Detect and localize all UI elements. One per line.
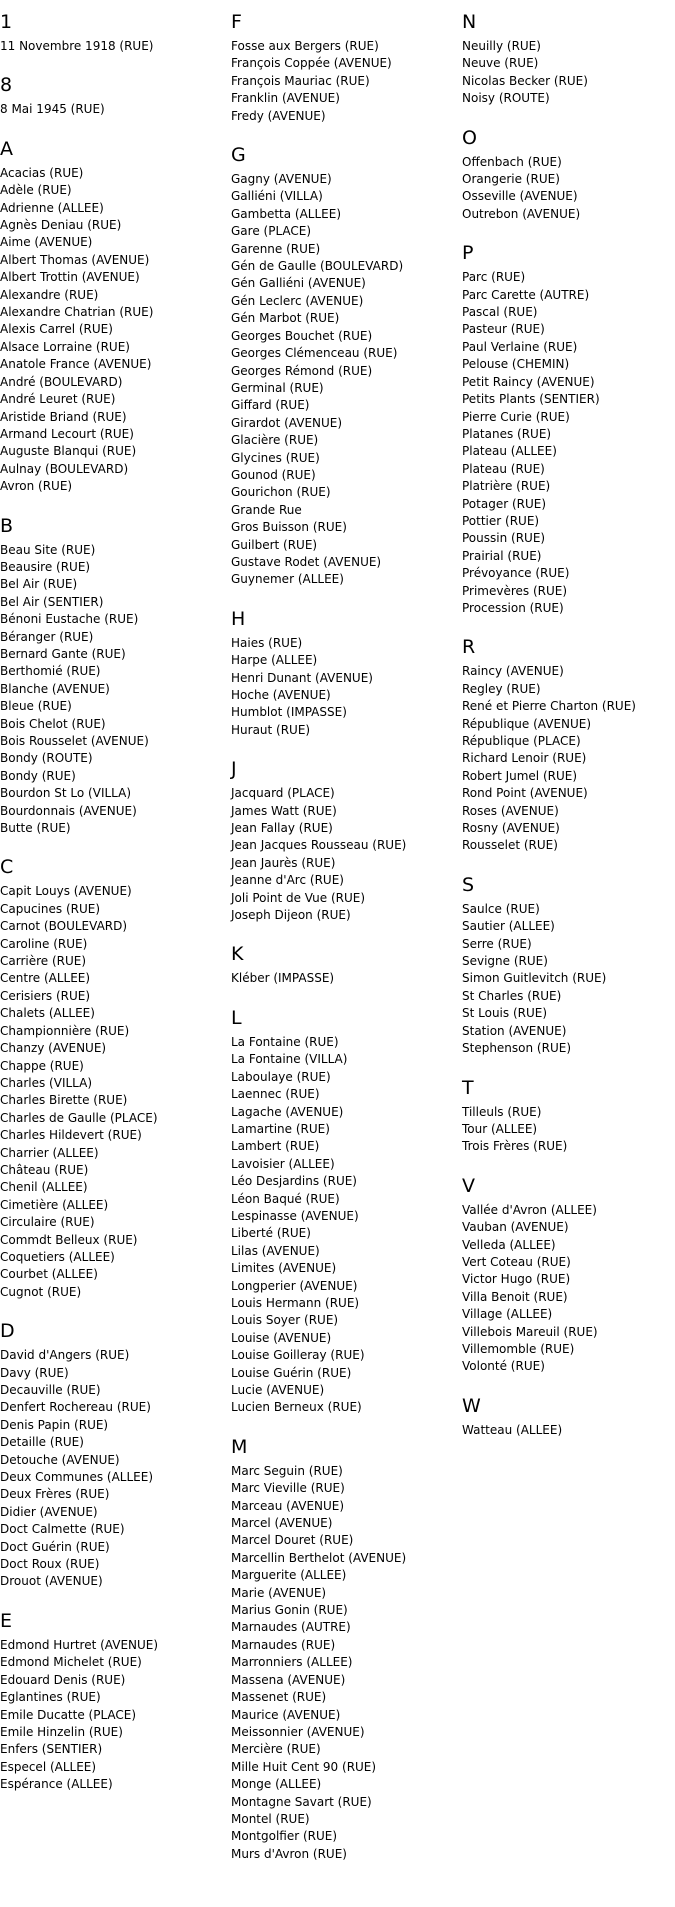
street-link[interactable]: Marie (AVENUE) xyxy=(231,1585,327,1600)
street-link[interactable]: Denis Papin (RUE) xyxy=(0,1417,109,1432)
street-link[interactable]: Prairial (RUE) xyxy=(462,548,542,563)
street-link[interactable]: Beausire (RUE) xyxy=(0,559,91,574)
street-link[interactable]: Rond Point (AVENUE) xyxy=(462,786,588,801)
letter-heading: V xyxy=(462,1174,475,1197)
street-link[interactable]: Circulaire (RUE) xyxy=(0,1215,95,1230)
street-link[interactable]: Lespinasse (AVENUE) xyxy=(231,1208,359,1223)
street-link[interactable]: 11 Novembre 1918 (RUE) xyxy=(0,39,154,53)
street-link[interactable]: Platanes (RUE) xyxy=(462,426,552,441)
street-link[interactable]: Joseph Dijeon (RUE) xyxy=(231,908,351,923)
street-link[interactable]: Emile Hinzelin (RUE) xyxy=(0,1724,123,1739)
street-link[interactable]: Deux Frères (RUE) xyxy=(0,1487,110,1502)
street-link[interactable]: Rosny (AVENUE) xyxy=(462,821,560,836)
street-link[interactable]: Alsace Lorraine (RUE) xyxy=(0,339,130,354)
letter-group xyxy=(231,143,456,589)
street-link[interactable]: Detouche (AVENUE) xyxy=(0,1452,120,1467)
street-link[interactable]: Charrier (ALLEE) xyxy=(0,1145,99,1160)
street-link[interactable]: Marius Gonin (RUE) xyxy=(231,1603,348,1618)
street-link[interactable]: Championnière (RUE) xyxy=(0,1023,130,1038)
letter-heading: E xyxy=(0,1609,13,1632)
letter-group xyxy=(0,855,225,1301)
street-link[interactable]: Petit Raincy (AVENUE) xyxy=(462,374,595,389)
letter-heading: D xyxy=(0,1320,15,1343)
street-link[interactable]: Cerisiers (RUE) xyxy=(0,988,91,1003)
street-link[interactable]: Pierre Curie (RUE) xyxy=(462,409,570,424)
street-link[interactable]: Bondy (RUE) xyxy=(0,768,76,783)
letter-heading: 8 xyxy=(0,74,13,97)
street-link[interactable]: Gambetta (ALLEE) xyxy=(231,206,342,221)
street-link[interactable]: Massena (AVENUE) xyxy=(231,1672,346,1687)
street-link[interactable]: Denfert Rochereau (RUE) xyxy=(0,1400,151,1415)
street-link[interactable]: Germinal (RUE) xyxy=(231,380,324,395)
street-link[interactable]: Massenet (RUE) xyxy=(231,1690,327,1705)
street-link[interactable]: Meissonnier (AVENUE) xyxy=(231,1724,365,1739)
street-link[interactable]: Espérance (ALLEE) xyxy=(0,1777,113,1792)
letter-group xyxy=(231,1006,456,1417)
street-link[interactable]: Doct Calmette (RUE) xyxy=(0,1522,125,1537)
letter-group xyxy=(231,1435,456,1863)
street-link[interactable]: Louise Guérin (RUE) xyxy=(231,1365,352,1380)
street-link[interactable]: André (BOULEVARD) xyxy=(0,374,123,389)
street-link[interactable]: Bernard Gante (RUE) xyxy=(0,646,126,661)
street-link[interactable]: Eglantines (RUE) xyxy=(0,1690,101,1705)
street-link[interactable]: Pascal (RUE) xyxy=(462,305,538,320)
letter-heading: 1 xyxy=(0,11,13,33)
street-link[interactable]: Osseville (AVENUE) xyxy=(462,189,578,204)
street-link[interactable]: Bénoni Eustache (RUE) xyxy=(0,612,139,627)
street-link[interactable]: Limites (AVENUE) xyxy=(231,1261,337,1276)
street-link[interactable]: Neuilly (RUE) xyxy=(462,39,541,53)
street-link[interactable]: Bel Air (SENTIER) xyxy=(0,594,104,609)
street-link[interactable]: Marnaudes (RUE) xyxy=(231,1637,336,1652)
street-link[interactable]: Charles Hildevert (RUE) xyxy=(0,1128,142,1143)
street-link[interactable]: Enfers (SENTIER) xyxy=(0,1742,103,1757)
street-link[interactable]: Serre (RUE) xyxy=(462,936,532,951)
street-link[interactable]: Louis Hermann (RUE) xyxy=(231,1295,360,1310)
street-link[interactable]: Station (AVENUE) xyxy=(462,1023,567,1038)
street-link[interactable]: Edmond Michelet (RUE) xyxy=(0,1655,142,1670)
letter-group xyxy=(462,635,675,854)
street-link[interactable]: Galliéni (VILLA) xyxy=(231,189,323,204)
street-link[interactable]: Bleue (RUE) xyxy=(0,699,72,714)
street-link[interactable]: Kléber (IMPASSE) xyxy=(231,971,335,986)
letter-heading: W xyxy=(462,1394,481,1417)
street-link[interactable]: Offenbach (RUE) xyxy=(462,154,562,169)
street-link[interactable]: Jeanne d'Arc (RUE) xyxy=(231,873,344,888)
street-link[interactable]: 8 Mai 1945 (RUE) xyxy=(0,102,105,117)
street-link[interactable]: James Watt (RUE) xyxy=(231,803,337,818)
street-link[interactable]: Hoche (AVENUE) xyxy=(231,688,331,702)
street-link[interactable]: Chappe (RUE) xyxy=(0,1058,84,1073)
street-link[interactable]: Louise Goilleray (RUE) xyxy=(231,1348,365,1363)
street-link[interactable]: Grande Rue xyxy=(231,502,302,517)
street-link[interactable]: Procession (RUE) xyxy=(462,600,564,615)
street-link[interactable]: Girardot (AVENUE) xyxy=(231,415,343,430)
street-link[interactable]: Parc Carette (AUTRE) xyxy=(462,287,590,302)
street-link[interactable]: Anatole France (AVENUE) xyxy=(0,357,152,372)
street-link[interactable]: Aulnay (BOULEVARD) xyxy=(0,461,129,476)
street-link[interactable]: Mille Huit Cent 90 (RUE) xyxy=(231,1759,377,1774)
street-link[interactable]: Carrière (RUE) xyxy=(0,954,87,969)
street-link[interactable]: Georges Rémond (RUE) xyxy=(231,363,373,378)
street-link[interactable]: Decauville (RUE) xyxy=(0,1383,101,1397)
letter-heading: B xyxy=(0,514,14,537)
street-link[interactable]: Roses (AVENUE) xyxy=(462,803,559,818)
street-link[interactable]: Chalets (ALLEE) xyxy=(0,1006,95,1021)
street-link[interactable]: Chenil (ALLEE) xyxy=(0,1180,88,1195)
street-link[interactable]: Pasteur (RUE) xyxy=(462,322,545,337)
letter-group xyxy=(462,1394,675,1439)
street-link[interactable]: Maurice (AVENUE) xyxy=(231,1707,341,1722)
street-link[interactable]: Didier (AVENUE) xyxy=(0,1504,98,1519)
street-link[interactable]: Guilbert (RUE) xyxy=(231,537,318,552)
street-link[interactable]: Coquetiers (ALLEE) xyxy=(0,1249,115,1264)
street-link[interactable]: Edmond Hurtret (AVENUE) xyxy=(0,1637,159,1652)
street-link[interactable]: Adrienne (ALLEE) xyxy=(0,200,104,215)
street-link[interactable]: Marc Vieville (RUE) xyxy=(231,1481,345,1496)
letter-group xyxy=(462,126,675,224)
street-link[interactable]: Jean Jacques Rousseau (RUE) xyxy=(231,838,407,853)
street-link[interactable]: Jean Fallay (RUE) xyxy=(231,821,333,836)
street-link[interactable]: Georges Clémenceau (RUE) xyxy=(231,346,398,361)
street-link[interactable]: Lilas (AVENUE) xyxy=(231,1243,320,1258)
street-link[interactable]: Carnot (BOULEVARD) xyxy=(0,919,128,934)
street-link[interactable]: René et Pierre Charton (RUE) xyxy=(462,699,636,714)
street-link[interactable]: Caroline (RUE) xyxy=(0,936,88,951)
street-link[interactable]: Georges Bouchet (RUE) xyxy=(231,328,373,343)
street-link[interactable]: Davy (RUE) xyxy=(0,1365,69,1380)
street-link[interactable]: Detaille (RUE) xyxy=(0,1435,84,1450)
street-link[interactable]: Berthomié (RUE) xyxy=(0,664,101,679)
street-link[interactable]: Prévoyance (RUE) xyxy=(462,566,570,581)
street-link[interactable]: Victor Hugo (RUE) xyxy=(462,1272,571,1287)
street-link[interactable]: Montagne Savart (RUE) xyxy=(231,1794,372,1809)
street-link[interactable]: Stephenson (RUE) xyxy=(462,1041,571,1056)
street-link[interactable]: Pelouse (CHEMIN) xyxy=(462,357,570,372)
street-link[interactable]: Commdt Belleux (RUE) xyxy=(0,1232,138,1247)
letter-group xyxy=(0,1319,225,1591)
street-link[interactable]: Louise (AVENUE) xyxy=(231,1330,332,1345)
street-link[interactable]: Cugnot (RUE) xyxy=(0,1284,82,1299)
street-link[interactable]: François Mauriac (RUE) xyxy=(231,73,370,88)
street-link[interactable]: Henri Dunant (AVENUE) xyxy=(231,670,373,685)
street-link[interactable]: Monge (ALLEE) xyxy=(231,1777,322,1792)
letter-heading: J xyxy=(231,758,237,781)
street-link[interactable]: Regley (RUE) xyxy=(462,681,541,696)
letter-group xyxy=(231,942,456,987)
street-link[interactable]: Jean Jaurès (RUE) xyxy=(231,855,336,870)
letter-heading: H xyxy=(231,607,246,630)
street-link[interactable]: Jacquard (PLACE) xyxy=(231,786,335,801)
street-link[interactable]: Doct Guérin (RUE) xyxy=(0,1539,110,1554)
street-link[interactable]: Gare (PLACE) xyxy=(231,224,312,239)
street-link[interactable]: Aristide Briand (RUE) xyxy=(0,409,127,424)
street-link[interactable]: Raincy (AVENUE) xyxy=(462,664,564,679)
street-column-2 xyxy=(231,0,456,1863)
street-link[interactable]: Mercière (RUE) xyxy=(231,1742,321,1757)
street-link[interactable]: Bourdonnais (AVENUE) xyxy=(0,803,137,818)
street-link[interactable]: Lamartine (RUE) xyxy=(231,1121,330,1136)
street-link[interactable]: Edouard Denis (RUE) xyxy=(0,1672,126,1687)
street-link[interactable]: Charles de Gaulle (PLACE) xyxy=(0,1110,158,1125)
street-link[interactable]: Fosse aux Bergers (RUE) xyxy=(231,39,379,53)
street-link[interactable]: Rousselet (RUE) xyxy=(462,838,558,853)
letter-group xyxy=(0,1609,225,1794)
street-link[interactable]: Plateau (RUE) xyxy=(462,461,545,476)
letter-group xyxy=(462,1174,675,1376)
street-link[interactable]: Gros Buisson (RUE) xyxy=(231,520,347,535)
street-link[interactable]: Marceau (AVENUE) xyxy=(231,1498,345,1513)
street-link[interactable]: Vert Coteau (RUE) xyxy=(462,1254,571,1269)
street-link[interactable]: Capucines (RUE) xyxy=(0,901,101,916)
street-link[interactable]: Acacias (RUE) xyxy=(0,165,84,180)
street-link[interactable]: Bois Chelot (RUE) xyxy=(0,716,106,731)
street-link[interactable]: François Coppée (AVENUE) xyxy=(231,56,392,71)
street-link[interactable]: Marnaudes (AUTRE) xyxy=(231,1620,351,1635)
street-column-1 xyxy=(0,0,225,1794)
street-link[interactable]: Bondy (ROUTE) xyxy=(0,751,93,766)
street-link[interactable]: Butte (RUE) xyxy=(0,821,71,836)
letter-group xyxy=(231,10,456,125)
street-link[interactable]: Plateau (ALLEE) xyxy=(462,444,557,459)
street-link[interactable]: Villemomble (RUE) xyxy=(462,1341,575,1356)
street-link[interactable]: Deux Communes (ALLEE) xyxy=(0,1470,154,1485)
street-link[interactable]: Cimetière (ALLEE) xyxy=(0,1197,109,1212)
street-link[interactable]: Château (RUE) xyxy=(0,1162,89,1177)
street-link[interactable]: Village (ALLEE) xyxy=(462,1307,553,1322)
street-link[interactable]: André Leuret (RUE) xyxy=(0,392,116,407)
street-link[interactable]: Charles Birette (RUE) xyxy=(0,1093,128,1108)
letter-group xyxy=(231,607,456,739)
street-link[interactable]: Gén Marbot (RUE) xyxy=(231,311,340,326)
letter-heading: F xyxy=(231,11,242,33)
street-link[interactable]: Albert Trottin (AVENUE) xyxy=(0,270,140,285)
street-link[interactable]: Velleda (ALLEE) xyxy=(462,1237,556,1252)
street-link[interactable]: Lagache (AVENUE) xyxy=(231,1104,344,1119)
street-link[interactable]: Orangerie (RUE) xyxy=(462,172,560,187)
street-link[interactable]: Giffard (RUE) xyxy=(231,398,310,413)
street-link[interactable]: Marcel (AVENUE) xyxy=(231,1516,333,1531)
street-link[interactable]: Noisy (ROUTE) xyxy=(462,91,550,106)
street-link[interactable]: Montel (RUE) xyxy=(231,1811,310,1826)
street-link[interactable]: Armand Lecourt (RUE) xyxy=(0,426,134,441)
street-link[interactable]: Adèle (RUE) xyxy=(0,183,72,198)
street-link[interactable]: Trois Frères (RUE) xyxy=(462,1139,568,1154)
street-link[interactable]: Sautier (ALLEE) xyxy=(462,919,555,934)
street-link[interactable]: Pottier (RUE) xyxy=(462,513,540,528)
street-link[interactable]: David d'Angers (RUE) xyxy=(0,1348,130,1363)
street-link[interactable]: Courbet (ALLEE) xyxy=(0,1267,98,1282)
street-link[interactable]: Marcellin Berthelot (AVENUE) xyxy=(231,1550,407,1565)
street-link[interactable]: Marronniers (ALLEE) xyxy=(231,1655,353,1670)
street-link[interactable]: Gustave Rodet (AVENUE) xyxy=(231,554,382,569)
letter-group xyxy=(0,514,225,838)
street-link[interactable]: République (AVENUE) xyxy=(462,716,592,731)
street-link[interactable]: Gagny (AVENUE) xyxy=(231,172,332,187)
street-link[interactable]: Sevigne (RUE) xyxy=(462,954,548,969)
street-link[interactable]: Gén de Gaulle (BOULEVARD) xyxy=(231,259,404,274)
street-link[interactable]: Robert Jumel (RUE) xyxy=(462,768,578,783)
letter-heading: S xyxy=(462,873,475,896)
street-link[interactable]: Outrebon (AVENUE) xyxy=(462,206,581,221)
letter-group xyxy=(0,137,225,496)
street-link[interactable]: Marcel Douret (RUE) xyxy=(231,1533,354,1548)
street-link[interactable]: Marc Seguin (RUE) xyxy=(231,1463,343,1478)
street-link[interactable]: Albert Thomas (AVENUE) xyxy=(0,252,150,267)
street-link[interactable]: Volonté (RUE) xyxy=(462,1359,545,1374)
letter-group xyxy=(462,1076,675,1156)
street-column-3 xyxy=(462,0,675,1439)
street-link[interactable]: Laennec (RUE) xyxy=(231,1087,320,1102)
street-link[interactable]: Richard Lenoir (RUE) xyxy=(462,751,587,766)
street-link[interactable]: St Louis (RUE) xyxy=(462,1006,548,1021)
letter-group xyxy=(462,873,675,1058)
street-link[interactable]: La Fontaine (RUE) xyxy=(231,1034,339,1049)
street-link[interactable]: Chanzy (AVENUE) xyxy=(0,1041,107,1056)
street-link[interactable]: Nicolas Becker (RUE) xyxy=(462,73,588,88)
street-link[interactable]: Simon Guitlevitch (RUE) xyxy=(462,971,607,986)
street-link[interactable]: Louis Soyer (RUE) xyxy=(231,1313,339,1328)
letter-heading: O xyxy=(462,126,477,149)
letter-heading: G xyxy=(231,144,246,167)
letter-group xyxy=(0,73,225,118)
street-link[interactable]: Primevères (RUE) xyxy=(462,583,568,598)
street-link[interactable]: Alexis Carrel (RUE) xyxy=(0,322,113,337)
street-link[interactable]: Franklin (AVENUE) xyxy=(231,91,340,106)
letter-group xyxy=(231,757,456,924)
street-link[interactable]: Saulce (RUE) xyxy=(462,901,540,916)
street-link[interactable]: Tilleuls (RUE) xyxy=(462,1104,542,1119)
street-link[interactable]: Léon Baqué (RUE) xyxy=(231,1191,340,1206)
street-link[interactable]: Villebois Mareuil (RUE) xyxy=(462,1324,598,1339)
street-link[interactable]: Glacière (RUE) xyxy=(231,433,319,448)
street-link[interactable]: Lucien Berneux (RUE) xyxy=(231,1400,362,1415)
street-link[interactable]: Glycines (RUE) xyxy=(231,450,320,465)
street-link[interactable]: Guynemer (ALLEE) xyxy=(231,572,344,587)
letter-heading: M xyxy=(231,1435,248,1458)
street-link[interactable]: Léo Desjardins (RUE) xyxy=(231,1174,357,1189)
street-link[interactable]: République (PLACE) xyxy=(462,734,581,748)
street-link[interactable]: Neuve (RUE) xyxy=(462,56,539,71)
street-link[interactable]: Lavoisier (ALLEE) xyxy=(231,1156,335,1171)
street-link[interactable]: Bel Air (RUE) xyxy=(0,577,78,592)
street-link[interactable]: Bourdon St Lo (VILLA) xyxy=(0,786,132,801)
street-link[interactable]: Fredy (AVENUE) xyxy=(231,108,326,123)
street-link[interactable]: Laboulaye (RUE) xyxy=(231,1069,331,1084)
street-link[interactable]: Lucie (AVENUE) xyxy=(231,1383,325,1397)
street-link[interactable]: Centre (ALLEE) xyxy=(0,971,91,986)
street-link[interactable]: Tour (ALLEE) xyxy=(462,1121,538,1136)
street-link[interactable]: Gén Galliéni (AVENUE) xyxy=(231,276,366,291)
street-link[interactable]: Watteau (ALLEE) xyxy=(462,1422,563,1437)
letter-heading: C xyxy=(0,856,14,879)
street-link[interactable]: Garenne (RUE) xyxy=(231,241,321,256)
street-link[interactable]: Petits Plants (SENTIER) xyxy=(462,392,600,407)
street-link[interactable]: Agnès Deniau (RUE) xyxy=(0,218,122,233)
letter-group xyxy=(462,241,675,617)
street-link[interactable]: Marguerite (ALLEE) xyxy=(231,1568,347,1583)
letter-heading: A xyxy=(0,137,13,160)
letter-group xyxy=(462,10,675,108)
street-link[interactable]: Potager (RUE) xyxy=(462,496,547,511)
street-link[interactable]: Harpe (ALLEE) xyxy=(231,653,318,668)
letter-heading: N xyxy=(462,11,477,33)
street-link[interactable]: Humblot (IMPASSE) xyxy=(231,705,347,720)
street-link[interactable]: Paul Verlaine (RUE) xyxy=(462,339,578,354)
street-link[interactable]: Montgolfier (RUE) xyxy=(231,1829,338,1844)
street-link[interactable]: Platrière (RUE) xyxy=(462,479,551,494)
street-link[interactable]: Lambert (RUE) xyxy=(231,1139,320,1154)
street-link[interactable]: Capit Louys (AVENUE) xyxy=(0,884,132,899)
street-link[interactable]: Especel (ALLEE) xyxy=(0,1759,97,1774)
street-link[interactable]: Vauban (AVENUE) xyxy=(462,1220,569,1235)
street-link[interactable]: Charles (VILLA) xyxy=(0,1075,93,1090)
letter-heading: P xyxy=(462,242,474,265)
letter-heading: R xyxy=(462,636,476,659)
street-link[interactable]: La Fontaine (VILLA) xyxy=(231,1052,348,1067)
street-link[interactable]: Auguste Blanqui (RUE) xyxy=(0,444,137,459)
street-link[interactable]: Gourichon (RUE) xyxy=(231,485,331,500)
street-link[interactable]: Haies (RUE) xyxy=(231,635,303,650)
street-link[interactable]: Emile Ducatte (PLACE) xyxy=(0,1707,137,1722)
street-link[interactable]: Gounod (RUE) xyxy=(231,467,316,482)
street-link[interactable]: Liberté (RUE) xyxy=(231,1226,311,1241)
street-link[interactable]: Huraut (RUE) xyxy=(231,722,311,737)
street-link[interactable]: Joli Point de Vue (RUE) xyxy=(231,890,366,905)
letter-heading: K xyxy=(231,943,244,966)
street-link[interactable]: Villa Benoit (RUE) xyxy=(462,1289,568,1304)
street-link[interactable]: Bois Rousselet (AVENUE) xyxy=(0,734,149,748)
street-link[interactable]: Doct Roux (RUE) xyxy=(0,1557,100,1572)
street-link[interactable]: Gén Leclerc (AVENUE) xyxy=(231,293,364,308)
street-link[interactable]: Aime (AVENUE) xyxy=(0,235,93,250)
street-link[interactable]: Béranger (RUE) xyxy=(0,629,94,644)
letter-group xyxy=(0,10,225,55)
street-link[interactable]: Longperier (AVENUE) xyxy=(231,1278,358,1293)
street-link[interactable]: Poussin (RUE) xyxy=(462,531,546,546)
street-link[interactable]: Alexandre Chatrian (RUE) xyxy=(0,305,154,320)
street-link[interactable]: Parc (RUE) xyxy=(462,270,526,285)
street-link[interactable]: Alexandre (RUE) xyxy=(0,287,99,302)
street-link[interactable]: Avron (RUE) xyxy=(0,479,73,494)
street-link[interactable]: Vallée d'Avron (ALLEE) xyxy=(462,1202,597,1217)
street-link[interactable]: St Charles (RUE) xyxy=(462,988,562,1003)
street-link[interactable]: Murs d'Avron (RUE) xyxy=(231,1846,347,1861)
letter-heading: T xyxy=(462,1076,474,1099)
street-link[interactable]: Blanche (AVENUE) xyxy=(0,681,110,696)
letter-heading: L xyxy=(231,1006,242,1029)
street-link[interactable]: Drouot (AVENUE) xyxy=(0,1574,103,1589)
street-link[interactable]: Beau Site (RUE) xyxy=(0,542,96,557)
